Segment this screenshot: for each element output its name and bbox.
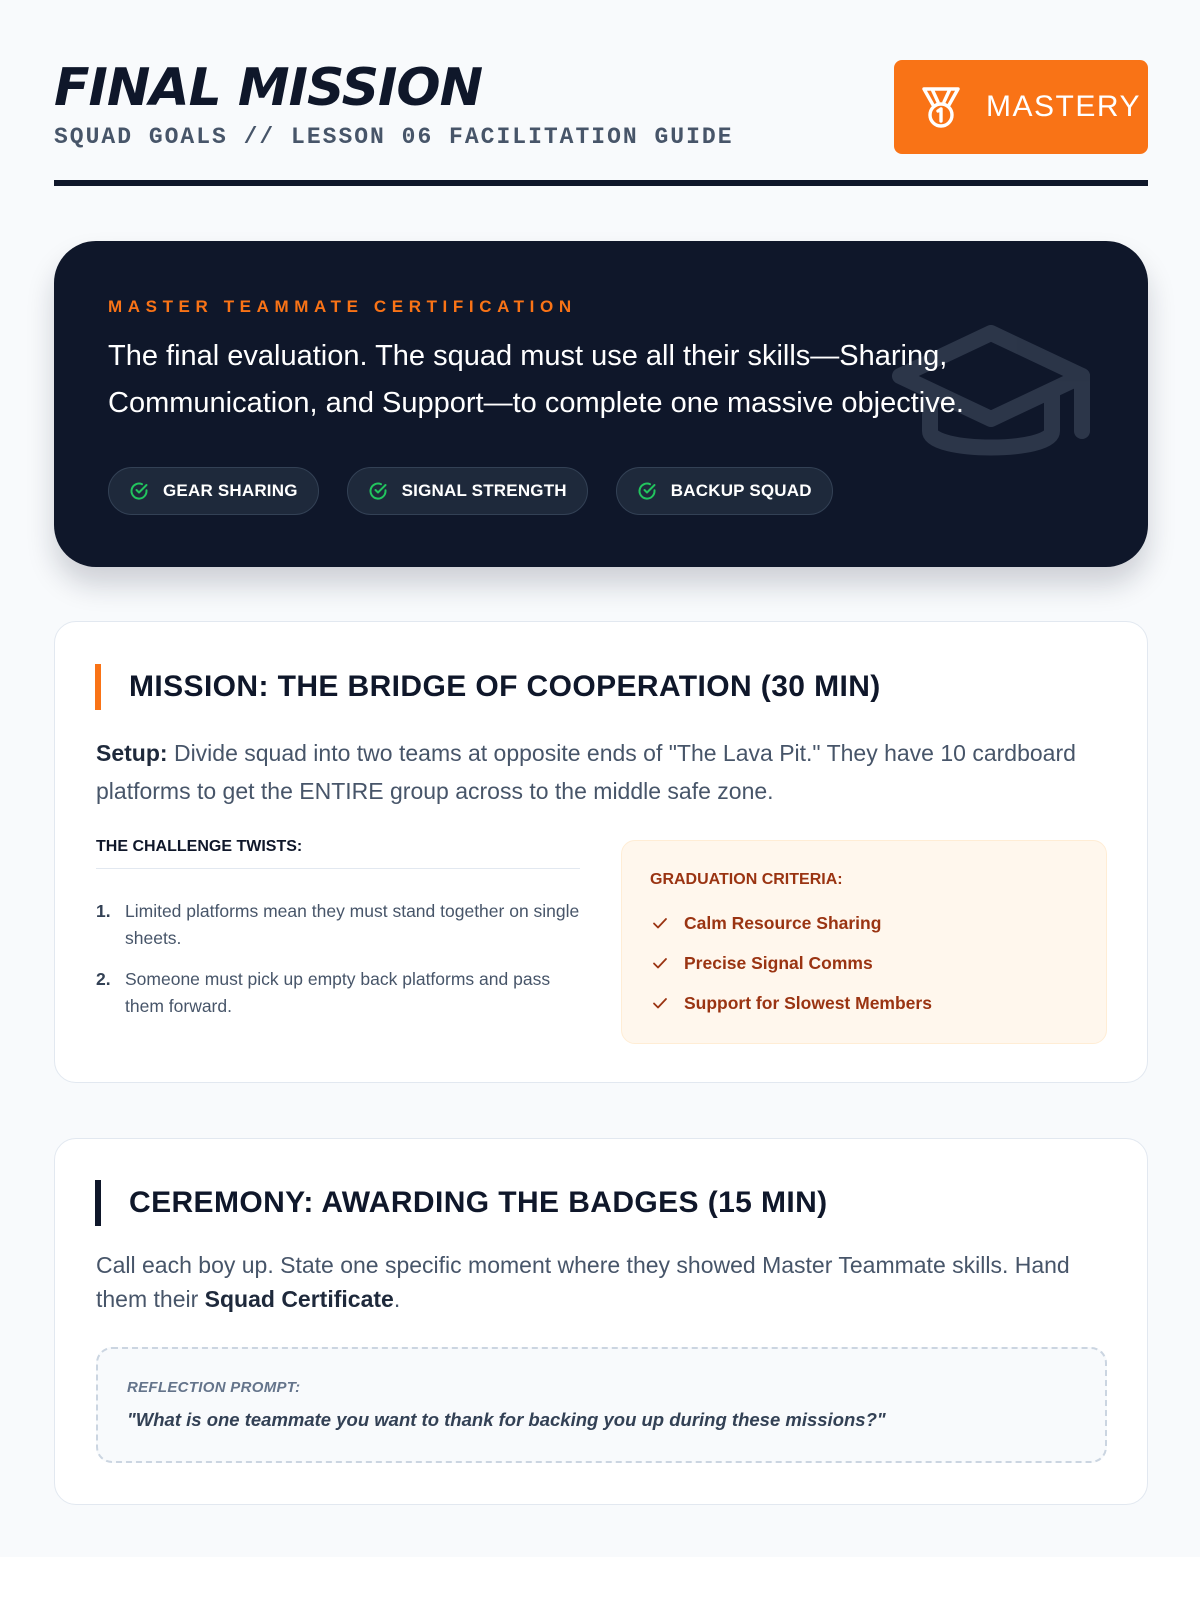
list-item: [96, 966, 580, 1020]
criteria-item-label: Calm Resource Sharing: [684, 912, 882, 933]
criteria-item: [650, 943, 932, 983]
check-circle-icon: [637, 481, 657, 501]
list-item-number: 2.: [96, 969, 111, 989]
reflection-heading: REFLECTION PROMPT:: [127, 1379, 301, 1396]
page-subtitle: SQUAD GOALS // LESSON 06 FACILITATION GUIDE: [54, 124, 734, 150]
criteria-heading: GRADUATION CRITERIA:: [650, 871, 843, 888]
ceremony-text-bold: Squad Certificate: [204, 1286, 394, 1312]
twists-heading: THE CHALLENGE TWISTS:: [96, 838, 580, 869]
criteria-item-label: Support for Slowest Members: [684, 992, 932, 1013]
banner-description: The final evaluation. The squad must use all their skills—Sharing, Communication, and Support—to complete one massive objective.: [108, 340, 964, 419]
skill-pill-label: SIGNAL STRENGTH: [401, 481, 567, 500]
mastery-badge-label: MASTERY: [986, 90, 1141, 123]
setup-text: Divide squad into two teams at opposite ends of "The Lava Pit." They have 10 cardboard platforms to get the ENTIRE group across to the middle safe zone.: [96, 740, 1076, 804]
check-circle-icon: [129, 481, 149, 501]
criteria-item: [650, 983, 932, 1023]
criteria-item-label: Precise Signal Comms: [684, 952, 873, 973]
reflection-quote: "What is one teammate you want to thank for backing you up during these missions?": [127, 1409, 886, 1430]
mission-title: MISSION: THE BRIDGE OF COOPERATION (30 MIN): [95, 664, 881, 710]
banner-eyebrow: MASTER TEAMMATE CERTIFICATION: [108, 297, 577, 316]
certification-banner: [54, 241, 1148, 567]
skill-pill-backup-squad: [616, 467, 833, 515]
ceremony-text-end: .: [393, 1286, 401, 1312]
graduation-criteria-box: [621, 840, 1107, 1044]
list-item: [96, 898, 580, 952]
list-item-text: Limited platforms mean they must stand together on single sheets.: [125, 901, 580, 948]
twists-list: [96, 898, 580, 1034]
page-title: FINAL MISSION: [54, 58, 483, 118]
skill-pill-label: BACKUP SQUAD: [670, 481, 812, 500]
check-icon: [650, 953, 670, 973]
medal-icon: [916, 82, 966, 132]
criteria-item: [650, 903, 932, 943]
check-icon: [650, 913, 670, 933]
mission-setup: [96, 734, 1096, 810]
check-icon: [650, 993, 670, 1013]
reflection-prompt-box: [96, 1347, 1107, 1463]
ceremony-text-start: Call each boy up. State one specific moment where they showed Master Teammate skills. Hand them their: [96, 1252, 1070, 1312]
criteria-list: [650, 903, 932, 1023]
setup-label: Setup:: [96, 740, 168, 766]
ceremony-title: CEREMONY: AWARDING THE BADGES (15 MIN): [95, 1180, 828, 1226]
ceremony-card: [54, 1138, 1148, 1505]
skill-pill-label: GEAR SHARING: [163, 481, 298, 500]
mission-card: [54, 621, 1148, 1083]
skill-pill-signal-strength: [347, 467, 588, 515]
list-item-text: Someone must pick up empty back platforms and pass them forward.: [125, 969, 551, 1016]
page-header: [54, 58, 1148, 186]
check-circle-icon: [368, 481, 388, 501]
mastery-badge: [894, 60, 1148, 154]
skill-pill-gear-sharing: [108, 467, 319, 515]
ceremony-description: [96, 1248, 1106, 1316]
skill-pills: [108, 467, 833, 515]
list-item-number: 1.: [96, 901, 111, 921]
